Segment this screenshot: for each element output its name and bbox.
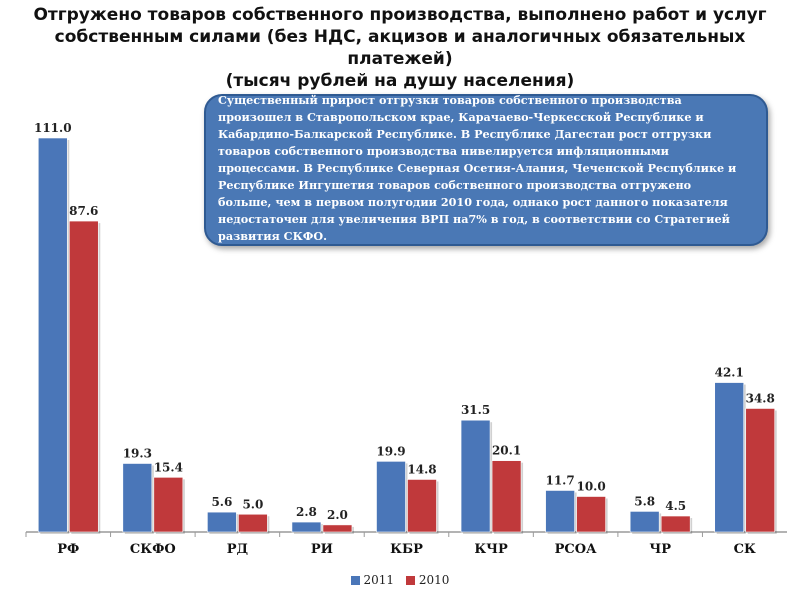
data-label-2011-КЧР: 31.5 (460, 403, 491, 418)
data-label-2010-СК: 34.8 (745, 391, 775, 406)
title-line-3: платежей) (347, 49, 453, 69)
bar-2011-СКФО (123, 463, 152, 532)
bar-2010-РФ (69, 221, 98, 532)
bar-2011-КБР (377, 461, 406, 532)
title-line-1: Отгружено товаров собственного производства, выполнено работ и услуг (33, 5, 767, 25)
data-label-2010-РИ: 2.0 (326, 507, 348, 522)
bar-2011-СК (715, 383, 744, 532)
data-label-2010-КБР: 14.8 (407, 462, 437, 477)
category-label-РСОА: РСОА (554, 542, 597, 557)
data-label-2011-РИ: 2.8 (295, 505, 317, 520)
title-line-4: (тысяч рублей на душу населения) (225, 71, 575, 91)
category-label-РД: РД (226, 542, 249, 557)
bar-2010-СК (746, 408, 775, 532)
legend-label-2011: 2011 (363, 573, 395, 587)
legend-label-2010: 2010 (418, 573, 450, 587)
data-label-2011-РД: 5.6 (211, 495, 233, 510)
bar-2011-РСОА (546, 490, 575, 532)
category-label-СКФО: СКФО (129, 542, 176, 557)
data-label-2010-РСОА: 10.0 (576, 479, 606, 494)
data-label-2011-СК: 42.1 (714, 365, 744, 380)
title-line-2: собственным силами (без НДС, акцизов и аналогичных обязательных (54, 27, 746, 47)
data-label-2010-РФ: 87.6 (69, 204, 99, 219)
legend-swatch-2010 (406, 576, 415, 585)
category-label-СК: СК (733, 542, 756, 557)
data-label-2010-КЧР: 20.1 (491, 443, 522, 458)
legend-swatch-2011 (351, 576, 360, 585)
bar-2010-РСОА (577, 497, 606, 532)
legend (0, 573, 800, 587)
bar-2011-ЧР (630, 511, 659, 532)
bar-2010-ЧР (661, 516, 690, 532)
bar-2010-СКФО (154, 477, 183, 532)
legend-item-2011 (351, 573, 395, 587)
category-label-КЧР: КЧР (474, 542, 508, 557)
bar-2011-КЧР (461, 420, 490, 532)
data-label-2010-РД: 5.0 (242, 497, 264, 512)
bar-2010-КЧР (492, 461, 521, 532)
legend-item-2010 (406, 573, 450, 587)
data-label-2011-ЧР: 5.8 (634, 494, 656, 509)
category-label-РИ: РИ (310, 542, 333, 557)
bar-2010-РД (238, 514, 267, 532)
category-label-РФ: РФ (57, 542, 80, 557)
bar-2010-КБР (408, 479, 437, 532)
bar-2010-РИ (323, 525, 352, 532)
bar-2011-РД (207, 512, 236, 532)
category-label-ЧР: ЧР (649, 542, 671, 557)
data-label-2011-РФ: 111.0 (33, 121, 72, 135)
data-label-2010-ЧР: 4.5 (665, 499, 687, 514)
data-label-2011-КБР: 19.9 (376, 444, 406, 459)
bar-2011-РФ (38, 138, 67, 532)
data-label-2010-СКФО: 15.4 (153, 460, 183, 475)
category-label-КБР: КБР (390, 542, 423, 557)
callout-text: Существенный прирост отгрузки товаров собственного производства произошел в Ставропольском крае, Карачаево-Черкесской Республике и Кабардино-Балкарской Республике. В Республике Дагестан рост отгрузки товаров собственного производства нивелируется инфляционными процессами. В Республике Северная Осетия-Алания, Чеченской Республике и Республике Ингушетия товаров собственного производства отгружено больше, чем в первом полугодии 2010 года, однако рост данного показателя недостаточен для увеличения ВРП на7% в год, в соответствии со Стратегией развития СКФО. (218, 93, 737, 243)
data-label-2011-РСОА: 11.7 (545, 473, 575, 488)
bar-2011-РИ (292, 522, 321, 532)
data-label-2011-СКФО: 19.3 (122, 446, 152, 461)
